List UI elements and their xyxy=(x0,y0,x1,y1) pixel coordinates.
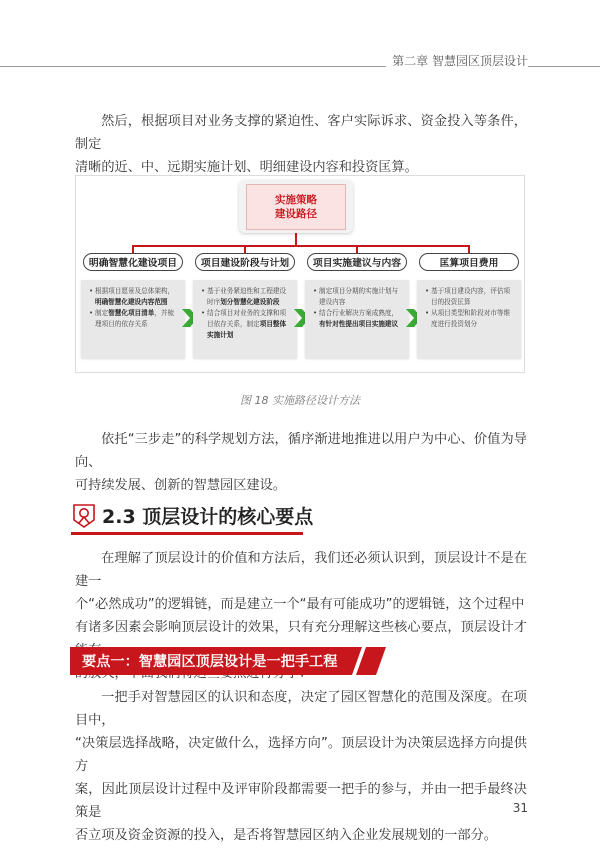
step-3-bullet: • 结合行业解决方案成熟度，有针对性提出项目实施建议 xyxy=(313,308,404,330)
strategy-label-line1: 实施策略 xyxy=(275,194,317,206)
connector-drop xyxy=(468,245,470,253)
step-1-bullet: • 制定智慧化项目清单，并梳理项目的依存关系 xyxy=(89,308,180,330)
connector-drop xyxy=(244,245,246,253)
step-1-box xyxy=(81,280,185,358)
paragraph-3-line: 有诸多因素会影响顶层设计的效果，只有充分理解这些核心要点，顶层设计才 xyxy=(75,620,527,635)
step-2-bullet: • 基于业务紧迫性和工程建设时序划分智慧化建设阶段 xyxy=(201,286,292,308)
paragraph-3-line: 个“必然成功”的逻辑链，而是建立一个“最有可能成功”的逻辑链，这个过程中 xyxy=(75,597,525,612)
paragraph-4-line: 案，因此顶层设计过程中及评审阶段都需要一把手的参与，并由一把手最终决策是 xyxy=(75,782,527,820)
strategy-label-line2: 建设路径 xyxy=(275,208,317,220)
step-3-box xyxy=(305,280,409,358)
paragraph-4-line: 一把手对智慧园区的认识和态度，决定了园区智慧化的范围及深度。在项目中， xyxy=(75,690,527,728)
paragraph-3-line: 在理解了顶层设计的价值和方法后，我们还必须认识到，顶层设计不是在建一 xyxy=(75,551,527,589)
paragraph-2-line: 依托“三步走”的科学规划方法，循序渐进地推进以用户为中心、价值为导向、 xyxy=(75,432,527,470)
paragraph-4 xyxy=(75,686,527,847)
step-2-title: 项目建设阶段与计划 xyxy=(195,253,295,271)
section-underline xyxy=(71,532,303,535)
step-2-box xyxy=(193,280,297,358)
connector-drop xyxy=(356,245,358,253)
step-1-title: 明确智慧化建设项目 xyxy=(83,253,183,271)
connector-vertical xyxy=(295,233,297,245)
connector-drop xyxy=(132,245,134,253)
paragraph-1-line: 然后，根据项目对业务支撑的紧迫性、客户实际诉求、资金投入等条件，制定 xyxy=(75,114,527,152)
paragraph-4-line: “决策层选择战略，决定做什么，选择方向”。顶层设计为决策层选择方向提供方 xyxy=(75,736,527,774)
section-title: 2.3 顶层设计的核心要点 xyxy=(102,506,314,528)
step-3-bullet: • 制定项目分期的实施计划与建设内容 xyxy=(313,286,404,308)
step-4-box xyxy=(417,280,521,358)
step-2-bullet: • 结合项目对业务的支撑和项目依存关系，制定项目整体实施计划 xyxy=(201,308,292,341)
paragraph-1-line: 清晰的近、中、远期实施计划、明细建设内容和投资匡算。 xyxy=(75,160,418,175)
chapter-title: 第二章 智慧园区顶层设计 xyxy=(386,52,528,69)
key-point-title: 要点一：智慧园区顶层设计是一把手工程 xyxy=(82,654,338,670)
page-number: 31 xyxy=(512,801,528,815)
section-badge-icon xyxy=(71,503,97,529)
step-4-bullet: • 基于项目建设内容，评估项目的投资匡算 xyxy=(425,286,516,308)
step-3-title: 项目实施建议与内容 xyxy=(307,253,407,271)
step-1-bullet: • 根据项目愿景及总体架构，明确智慧化建设内容范围 xyxy=(89,286,180,308)
connector-horizontal xyxy=(132,245,468,247)
paragraph-1 xyxy=(75,110,527,179)
paragraph-2 xyxy=(75,428,527,497)
strategy-card xyxy=(246,184,346,230)
figure-caption: 图 18 实施路径设计方法 xyxy=(240,394,360,407)
step-4-title: 匡算项目费用 xyxy=(419,253,519,271)
paragraph-4-line: 否立项及资金资源的投入，是否将智慧园区纳入企业发展规划的一部分。 xyxy=(75,828,497,843)
paragraph-2-line: 可持续发展、创新的智慧园区建设。 xyxy=(75,478,286,493)
implementation-path-diagram xyxy=(75,175,525,373)
step-4-bullet: • 从项目类型和阶段对市等维度进行投资划分 xyxy=(425,308,516,330)
